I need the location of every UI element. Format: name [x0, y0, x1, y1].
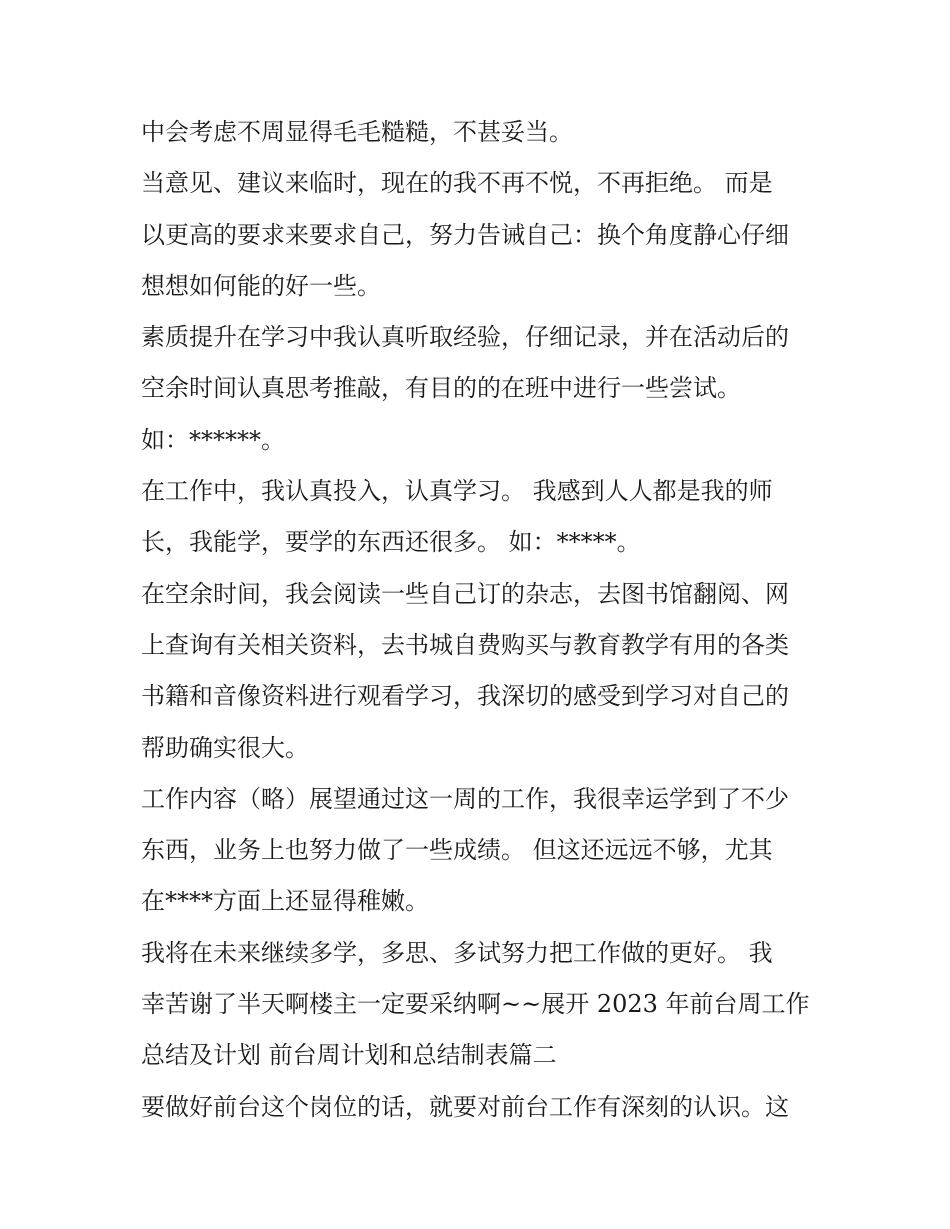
text-line: 在空余时间，我会阅读一些自己订的杂志，去图书馆翻阅、网: [141, 579, 789, 608]
text-line: 我将在未来继续多学，多思、多试努力把工作做的更好。 我: [141, 938, 773, 967]
text-line: 在工作中，我认真投入，认真学习。 我感到人人都是我的师: [141, 477, 773, 506]
text-line: 在****方面上还显得稚嫩。: [141, 887, 429, 916]
text-line: 上查询有关相关资料，去书城自费购买与教育教学有用的各类: [141, 630, 789, 659]
text-line: 幸苦谢了半天啊楼主一定要采纳啊~~展开 2023 年前台周工作: [141, 990, 810, 1019]
text-line: 以更高的要求来要求自己，努力告诫自己：换个角度静心仔细: [141, 220, 789, 249]
text-line: 东西，业务上也努力做了一些成绩。 但这还远远不够，尤其: [141, 836, 773, 865]
text-line: 书籍和音像资料进行观看学习，我深切的感受到学习对自己的: [141, 682, 789, 711]
text-line: 当意见、建议来临时，现在的我不再不悦，不再拒绝。 而是: [141, 169, 773, 198]
text-line: 中会考虑不周显得毛毛糙糙，不甚妥当。: [141, 118, 573, 146]
text-line: 长，我能学，要学的东西还很多。 如：*****。: [141, 528, 641, 557]
document-body: [141, 107, 821, 1133]
text-line: 素质提升在学习中我认真听取经验，仔细记录，并在活动后的: [141, 323, 789, 352]
text-line: 帮助确实很大。: [141, 733, 309, 762]
text-line: 总结及计划 前台周计划和总结制表篇二: [141, 1041, 557, 1070]
text-line: 要做好前台这个岗位的话，就要对前台工作有深刻的认识。这: [141, 1092, 789, 1121]
text-line: 工作内容（略）展望通过这一周的工作，我很幸运学到了不少: [141, 784, 789, 813]
text-line: 想想如何能的好一些。: [141, 271, 381, 300]
text-line: 如：******。: [141, 425, 285, 454]
text-line: 空余时间认真思考推敲，有目的的在班中进行一些尝试。: [141, 374, 741, 403]
